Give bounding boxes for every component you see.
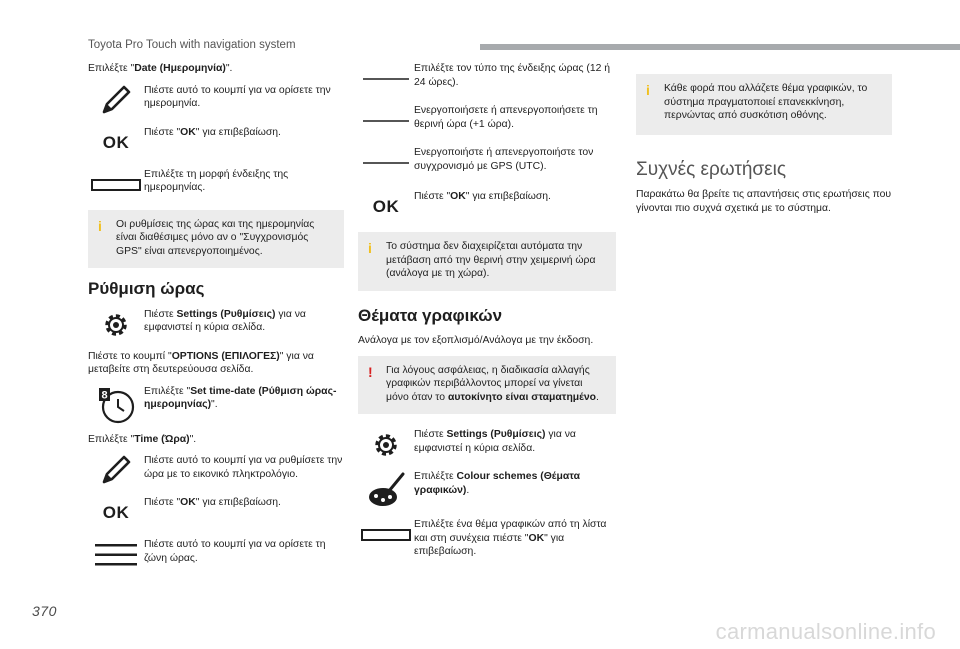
- step-date-format: Επιλέξτε τη μορφή ένδειξης της ημερομηνίας.: [88, 168, 344, 202]
- page-number: 370: [32, 603, 57, 619]
- info-icon: i: [98, 217, 102, 234]
- step-timezone: Πιέστε αυτό το κουμπί για να ορίσετε τη ζώνη ώρας.: [88, 538, 344, 572]
- pencil-icon: [88, 84, 144, 118]
- note-box-2: i Το σύστημα δεν διαχειρίζεται αυτόματα την μετάβαση από την θερινή στην χειμερινή ώρα (ανάλογα με τη χώρα).: [358, 232, 616, 291]
- section-heading-faq: Συχνές ερωτήσεις: [636, 158, 787, 180]
- toggle-line-icon: [358, 62, 414, 96]
- warning-icon: !: [368, 363, 373, 380]
- list-icon: [88, 538, 144, 572]
- step-set-time-date: 8 Επιλέξτε "Set time-date (Ρύθμιση ώρας-ημερομηνίας)".: [88, 385, 344, 425]
- time-text: Επιλέξτε "Time (Ώρα)".: [88, 433, 197, 445]
- toggle-line-icon: [358, 104, 414, 138]
- note-box: i Οι ρυθμίσεις της ώρας και της ημερομηνίας είναι διαθέσιμες μόνο αν ο "Συγχρονισμός GPS" είναι απενεργοποιημένος.: [88, 210, 344, 269]
- badge-number: 8: [101, 389, 108, 401]
- step-gps-sync: Ενεργοποιήστε ή απενεργοποιήστε τον συγχρονισμό με GPS (UTC).: [358, 146, 616, 180]
- pencil-icon: [88, 454, 144, 488]
- info-icon: i: [646, 82, 650, 98]
- paint-palette-icon: [358, 470, 414, 510]
- section-heading-time: Ρύθμιση ώρας: [88, 279, 205, 298]
- clock-badge-icon: [88, 385, 144, 425]
- ok-icon: OK: [372, 197, 400, 217]
- section-heading-themes: Θέματα γραφικών: [358, 305, 503, 325]
- step-colour-schemes: Επιλέξτε Colour schemes (Θέματα γραφικών).: [358, 470, 616, 510]
- step-daylight: Ενεργοποιήσετε ή απενεργοποιήσετε τη θερινή ώρα (+1 ώρα).: [358, 104, 616, 138]
- warning-box: ! Για λόγους ασφάλειας, η διαδικασία αλλαγής γραφικών περιβάλλοντος μπορεί να γίνεται μόνο όταν το αυτοκίνητο είναι σταματημένο.: [358, 356, 616, 415]
- column-1: [88, 62, 344, 580]
- step-settings: Πιέστε Settings (Ρυθμίσεις) για να εμφανιστεί η κύρια σελίδα.: [88, 308, 344, 342]
- intro-text: Επιλέξτε "Date (Ημερομηνία)".: [88, 63, 233, 74]
- step-set-time: Πιέστε αυτό το κουμπί για να ρυθμίσετε την ώρα με το εικονικό πληκτρολόγιο.: [88, 454, 344, 488]
- watermark: carmanualsonline.info: [715, 619, 936, 644]
- step-ok-confirm-2: OK Πιέστε "OK" για επιβεβαίωση.: [88, 496, 344, 530]
- column-3: [636, 62, 892, 223]
- step-time-format: Επιλέξτε τον τύπο της ένδειξης ώρας (12 ή 24 ώρες).: [358, 62, 616, 96]
- list-field-icon: [88, 168, 144, 202]
- edition-text: Ανάλογα με τον εξοπλισμό/Ανάλογα με την έκδοση.: [358, 335, 594, 346]
- header-bar: [480, 44, 960, 50]
- ok-icon: OK: [102, 132, 130, 152]
- toggle-line-icon: [358, 146, 414, 180]
- gear-icon: [88, 308, 144, 342]
- options-text: Πιέστε το κουμπί "OPTIONS (ΕΠΙΛΟΓΕΣ)" για να μεταβείτε στη δευτερεύουσα σελίδα.: [88, 350, 314, 375]
- info-icon: i: [368, 240, 372, 256]
- note-box-3: i Κάθε φορά που αλλάζετε θέμα γραφικών, το σύστημα πραγματοποιεί επανεκκίνηση, περνώντας από συσκότιση οθόνης.: [636, 74, 892, 135]
- column-2: [358, 62, 616, 567]
- step-ok-confirm: OK Πιέστε "OK" για επιβεβαίωση.: [88, 126, 344, 160]
- list-field-icon: [358, 518, 414, 552]
- header-title: Toyota Pro Touch with navigation system: [88, 39, 296, 51]
- step-set-date: Πιέστε αυτό το κουμπί για να ορίσετε την ημερομηνία.: [88, 84, 344, 118]
- faq-intro: Παρακάτω θα βρείτε τις απαντήσεις στις ερωτήσεις που γίνονται πιο συχνά σχετικά με το σύστημα.: [636, 189, 892, 214]
- step-choose-theme: Επιλέξτε ένα θέμα γραφικών από τη λίστα και στη συνέχεια πιέστε "OK" για επιβεβαίωση.: [358, 518, 616, 559]
- gear-icon: [358, 428, 414, 462]
- step-ok-confirm-3: OK Πιέστε "OK" για επιβεβαίωση.: [358, 190, 616, 224]
- ok-icon: OK: [102, 503, 130, 523]
- step-settings-2: Πιέστε Settings (Ρυθμίσεις) για να εμφανιστεί η κύρια σελίδα.: [358, 428, 616, 462]
